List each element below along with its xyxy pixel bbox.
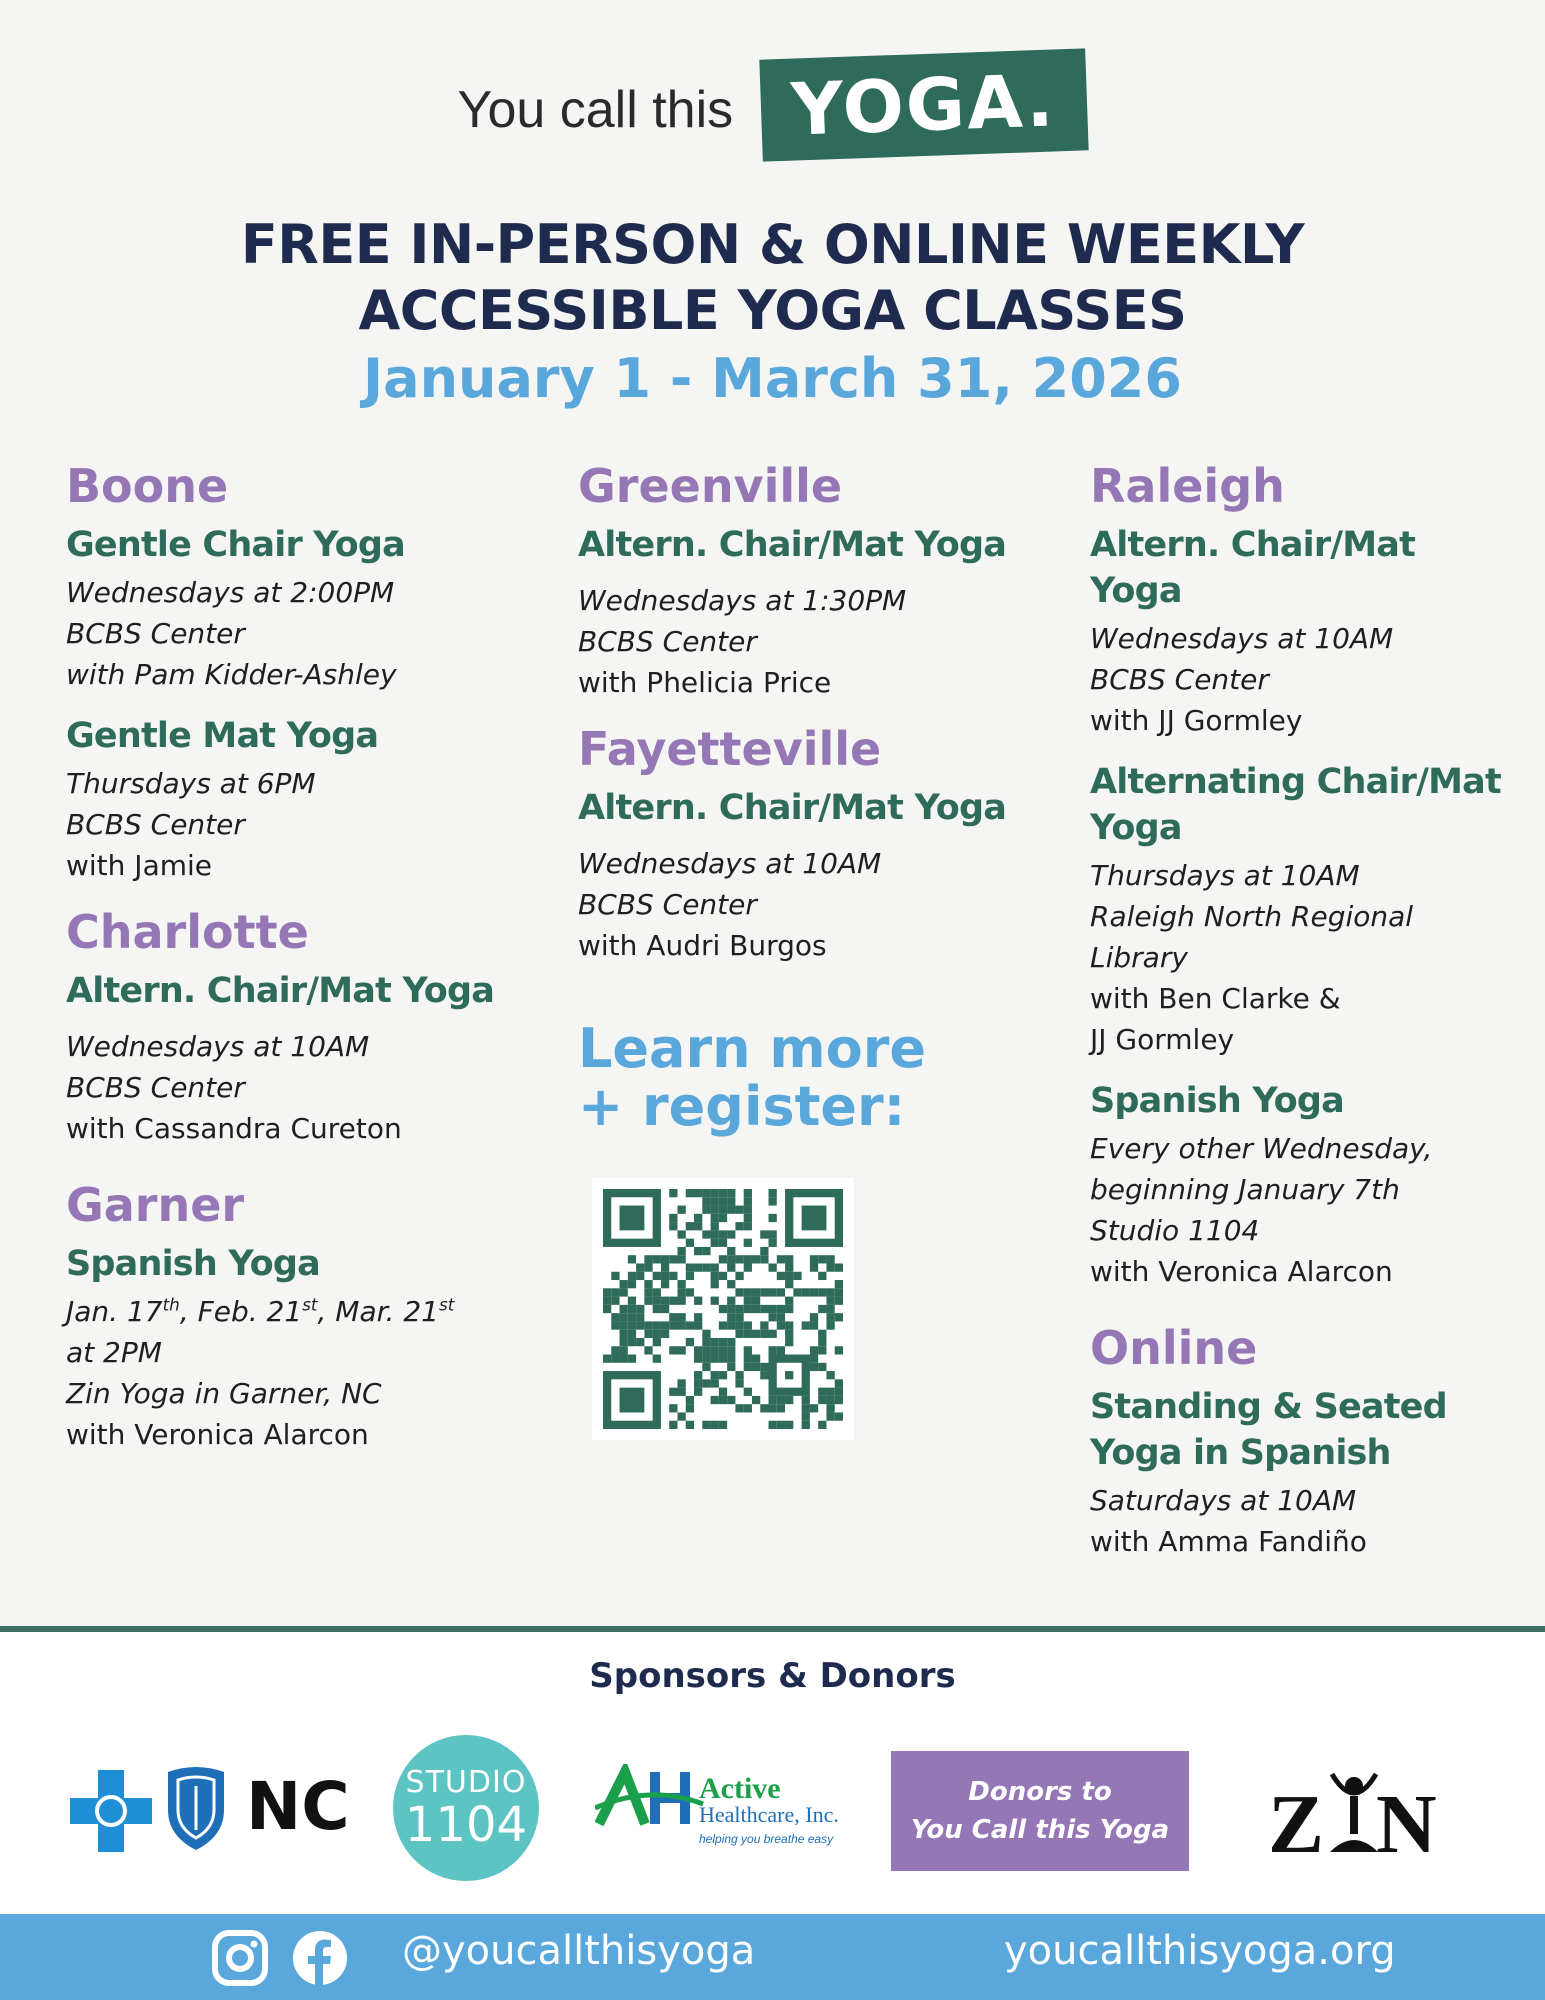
class-name: Gentle Chair Yoga [66, 525, 405, 565]
class-when: Wednesdays at 1:30PM [578, 584, 907, 617]
class-name: Altern. Chair/Mat Yoga [578, 525, 1007, 565]
active-healthcare-mark-icon [595, 1764, 705, 1844]
class-when: Wednesdays at 2:00PM [66, 576, 395, 609]
class-instructor: with Phelicia Price [578, 666, 832, 699]
qr-code[interactable] [592, 1178, 854, 1440]
class-when: Wednesdays at 10AM [578, 847, 882, 880]
class-where: Library [1090, 941, 1188, 974]
date-range: January 1 - March 31, 2026 [363, 347, 1182, 410]
learn-more-heading: Learn more + register: [578, 1017, 926, 1138]
zin-logo [1268, 1772, 1438, 1862]
city-greenville: Greenville [578, 459, 843, 513]
class-where: BCBS Center [578, 888, 757, 921]
class-dates: Jan. 17th, Feb. 21st, Mar. 21st [66, 1294, 455, 1328]
headline [0, 212, 1545, 344]
class-where: Studio 1104 [1090, 1214, 1260, 1247]
class-where: BCBS Center [1090, 663, 1269, 696]
column-middle [578, 458, 1018, 1440]
studio-1104-logo: STUDIO 1104 [393, 1735, 539, 1881]
city-charlotte: Charlotte [66, 905, 309, 959]
class-where: BCBS Center [578, 625, 757, 658]
class-instructor: with Amma Fandiño [1090, 1525, 1367, 1558]
class-when: Thursdays at 6PM [66, 767, 316, 800]
website-link[interactable]: youcallthisyoga.org [1004, 1928, 1396, 1974]
city-fayetteville: Fayetteville [578, 722, 882, 776]
active-healthcare-logo: Active Healthcare, Inc. helping you breathe easy [595, 1764, 845, 1856]
header [0, 55, 1545, 155]
svg-text:N: N [1376, 1778, 1437, 1862]
city-garner: Garner [66, 1178, 245, 1232]
class-instructor: with JJ Gormley [1090, 704, 1303, 737]
social-icons [212, 1930, 348, 1986]
class-where: BCBS Center [66, 808, 245, 841]
class-when: Wednesdays at 10AM [66, 1030, 370, 1063]
column-right [1090, 458, 1510, 1562]
class-instructor: with Audri Burgos [578, 929, 827, 962]
footer [0, 1914, 1545, 2000]
class-name: Alternating Chair/Mat Yoga [1090, 762, 1501, 848]
facebook-icon[interactable] [292, 1930, 348, 1986]
class-instructor: JJ Gormley [1090, 1023, 1235, 1056]
city-online: Online [1090, 1321, 1258, 1375]
bcbs-nc-logo [70, 1762, 350, 1862]
headline-line2: ACCESSIBLE YOGA CLASSES [358, 279, 1187, 342]
class-instructor: with Pam Kidder-Ashley [66, 658, 397, 691]
class-instructor: with Veronica Alarcon [66, 1418, 369, 1451]
class-instructor: with Veronica Alarcon [1090, 1255, 1393, 1288]
class-name: Gentle Mat Yoga [66, 716, 379, 756]
class-name: Spanish Yoga [1090, 1081, 1344, 1121]
class-name: Standing & Seated Yoga in Spanish [1090, 1387, 1447, 1473]
instagram-icon[interactable] [212, 1930, 268, 1986]
class-time: at 2PM [66, 1336, 162, 1369]
header-lead: You call this [457, 81, 734, 139]
column-left [66, 458, 506, 1455]
class-where: BCBS Center [66, 1071, 245, 1104]
class-when: Every other Wednesday, [1090, 1132, 1433, 1165]
zin-yoga-figure-icon [1268, 1772, 1438, 1862]
class-where: BCBS Center [66, 617, 245, 650]
city-raleigh: Raleigh [1090, 459, 1285, 513]
class-name: Altern. Chair/Mat Yoga [66, 971, 495, 1011]
blue-cross-icon [70, 1770, 152, 1852]
class-where: Zin Yoga in Garner, NC [66, 1377, 382, 1410]
class-instructor: with Cassandra Cureton [66, 1112, 402, 1145]
class-when: Wednesdays at 10AM [1090, 622, 1394, 655]
city-boone: Boone [66, 459, 229, 513]
sponsors-title: Sponsors & Donors [589, 1656, 956, 1696]
class-instructor: with Ben Clarke & [1090, 982, 1341, 1015]
class-when: Saturdays at 10AM [1090, 1484, 1357, 1517]
class-when: Thursdays at 10AM [1090, 859, 1360, 892]
class-name: Altern. Chair/Mat Yoga [1090, 525, 1416, 611]
class-instructor: with Jamie [66, 849, 213, 882]
qr-code-icon [603, 1189, 843, 1429]
svg-text:Z: Z [1268, 1778, 1325, 1862]
headline-line1: FREE IN-PERSON & ONLINE WEEKLY [240, 213, 1305, 276]
class-name: Spanish Yoga [66, 1244, 320, 1284]
bcbs-nc-text: NC [246, 1768, 350, 1845]
blue-shield-icon [162, 1766, 230, 1852]
donors-badge: Donors to You Call this Yoga [891, 1751, 1189, 1871]
yoga-logo: YOGA. [759, 48, 1089, 162]
class-name: Altern. Chair/Mat Yoga [578, 788, 1007, 828]
class-where: Raleigh North Regional [1090, 900, 1414, 933]
social-handle[interactable]: @youcallthisyoga [402, 1928, 756, 1974]
class-when: beginning January 7th [1090, 1173, 1400, 1206]
